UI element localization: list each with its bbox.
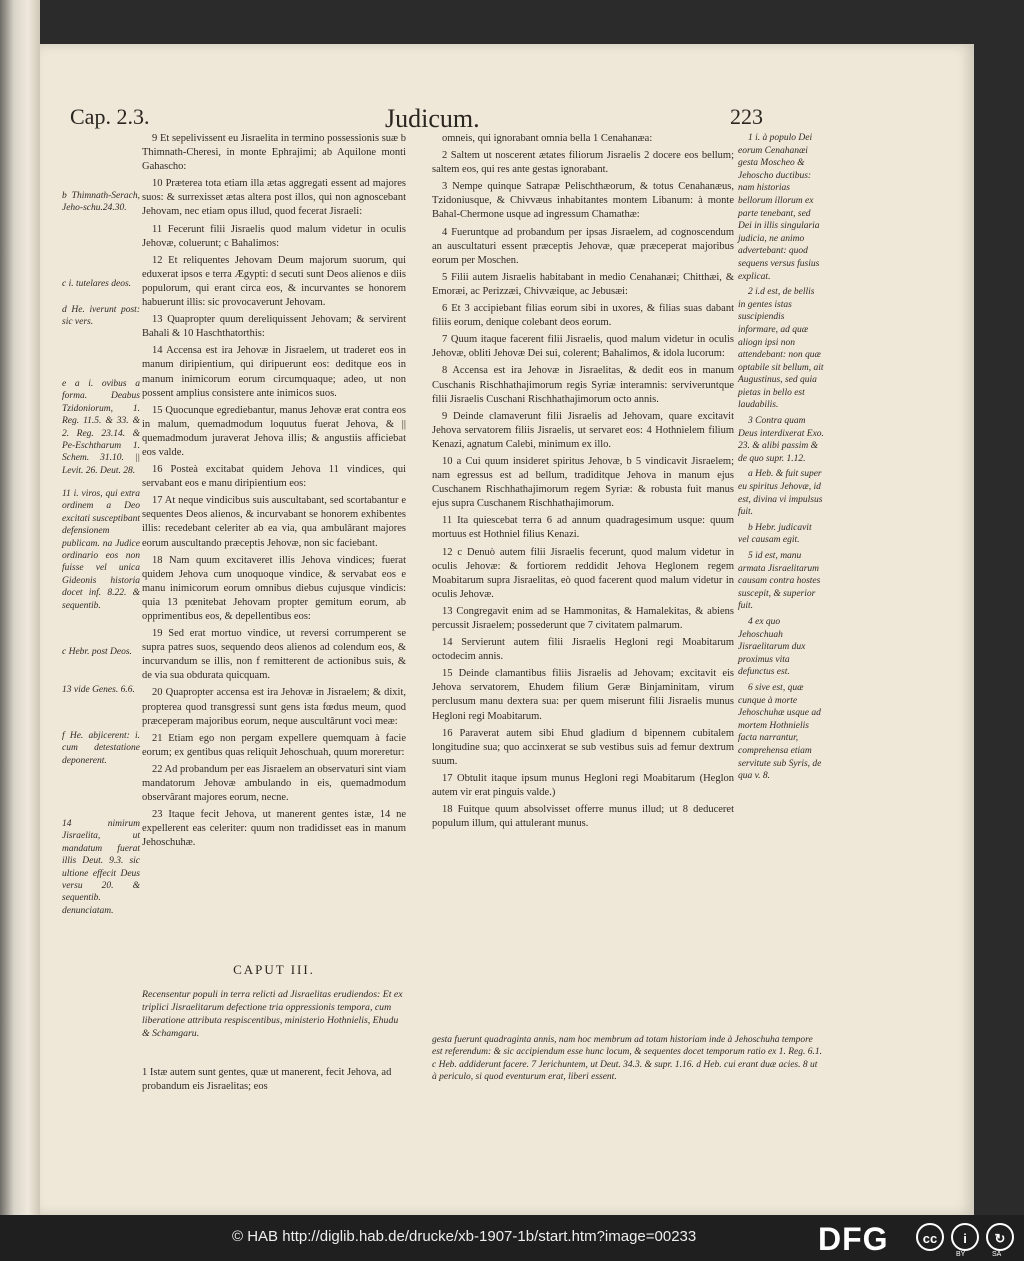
verse-paragraph: 14 Accensa est ira Jehovæ in Jisraelem, ut traderet eos in manum diripientium, qui diripuerunt eos: deditque eos in manum inimicorum eorum circumquaque; adeo, ut non possent amplius consistere ante inimicos suos. (142, 345, 406, 399)
verse-paragraph: 4 Fueruntque ad probandum per ipsas Jisraelem, ad cognoscendum an auscultaturi essent præceptis Jehovæ, quæ præceperat majoribus eorum per Moschen. (432, 226, 734, 266)
margin-note: b Thimnath-Serach, Jeho-schu.24.30. (62, 191, 140, 214)
verse-paragraph: 16 Paraverat autem sibi Ehud gladium d bipennem cubitalem longitudine sua; quo accinxerat se sub vestibus suis ad femur dextrum suum. (432, 727, 734, 767)
by-icon: i (951, 1223, 979, 1251)
verse-paragraph: 15 Deinde clamantibus filiis Jisraelis ad Jehovam; excitavit eis Jehova servatorem, Ehudem filium Geræ Binjaminitam, virum perclusum manu dextera sua: per quem miserunt filii Jisraelis munus Hegloni regi Moabitarum. (432, 668, 734, 722)
verse-paragraph: 11 Fecerunt filii Jisraelis quod malum videtur in oculis Jehovæ, coluerunt; c Bahalimos: (142, 223, 406, 249)
verse-paragraph: 12 c Denuò autem filii Jisraelis fecerunt, quod malum videtur in oculis Jehovæ: & fortiorem reddidit Jehova Heglonem regem Moabitarum supra Jisraelitas, eò quod facerent quod malum videtur in oculis Jehovæ. (432, 546, 734, 600)
verse-paragraph: 21 Etiam ego non pergam expellere quemquam à facie eorum; ex gentibus quas reliquit Jehoschuah, quum moreretur: (142, 732, 406, 758)
book-page (40, 44, 974, 1215)
verse-paragraph: 9 Et sepelivissent eu Jisraelita in termino possessionis suæ b Thimnath-Cheresi, in monte Ephrajimi; ab Aquilone monti Gahascho: (142, 133, 406, 173)
verse-paragraph: 6 Et 3 accipiebant filias eorum sibi in uxores, & filias suas dabant filiis eorum, denique colebant deos eorum. (432, 303, 734, 329)
chapter-title: CAPUT III. (233, 962, 315, 977)
verse-paragraph: omneis, qui ignorabant omnia bella 1 Cenahanæa: (442, 133, 653, 144)
margin-note: 2 i.d est, de bellis in gentes istas suscipiendis informare, ad quæ aliogn ipsi non attendebant: non quæ optabile sit bellum, ait Augustinus, sed quia pietas in bello est laudabilis. (738, 287, 824, 411)
verse-one: 1 Istæ autem sunt gentes, quæ ut manerent, fecit Jehova, ad probandum eis Jisraelitas; eos (142, 1067, 392, 1092)
verse-paragraph: 23 Itaque fecit Jehova, ut manerent gentes istæ, 14 ne expellerent eas celeriter: quum non tradidisset eas in manum Jehoschuhæ. (142, 809, 406, 849)
verse-paragraph: 18 Fuitque quum absolvisset offerre munus illud; ut 8 deduceret populum illum, qui attulerant munus. (432, 804, 734, 830)
verse-paragraph: 20 Quapropter accensa est ira Jehovæ in Jisraelem; & dixit, propterea quod transgressi sunt gens ista fœdus meum, quod præceperam majoribus eorum, neque auscultârunt voci meæ: (142, 687, 406, 727)
verse-paragraph: 3 Nempe quinque Satrapæ Pelischthæorum, & totus Cenahanæus, Tzidoniusque, & Chivvæus inhabitantes montem Libanum: à monte Bahal-Chermone usque ad ingressum Chamathæ: (432, 181, 734, 221)
margin-note: e a i. ovibus a forma. Deabus Tzidoniorum, 1. Reg. 11.5. & 33. & 2. Reg. 23.14. & Pe-Eschtharum 1. Schem. 31.10. || Levit. 26. Deut. 28. (62, 379, 140, 476)
cc-icon: cc (916, 1223, 944, 1251)
text-column-right (432, 132, 734, 834)
margin-note: 1 i. à populo Dei eorum Cenahanæi gesta Moscheo & Jehoscho ductibus: nam historias bellorum illorum ex parte tenebant, sed Dei in illis singularia judicia, ne animo advertebant: quod sequens versus fusius explicat. (738, 133, 820, 282)
verse-paragraph: 14 Servierunt autem filii Jisraelis Hegloni regi Moabitarum octodecim annis. (432, 637, 734, 663)
verse-paragraph: 10 Præterea tota etiam illa ætas aggregati essent ad majores suos: & surrexisset ætas altera post illos, qui non agnoscebant Jehovam, nec etiam opus illud, quod fecerat Jisraeli: (142, 178, 406, 218)
verse-paragraph: 10 a Cui quum insideret spiritus Jehovæ, b 5 vindicavit Jisraelem; nam egressus est ad bellum, tradiditque Jehova in manum ejus Cuschanem Rischhathajimorum regem Syriæ: & robusta fuit manus ejus supra Cuschanem Rischhathajimorum. (432, 455, 734, 510)
margin-note: b Hebr. judicavit vel causam egit. (738, 522, 812, 546)
verse-paragraph: 8 Accensa est ira Jehovæ in Jisraelitas, & dedit eos in manum Cuschanis Rischhathajimorum regis Syriæ interamnis: serviveruntque filii Jisraelis Cuschani Rischhathajimorum octo annis. (432, 365, 734, 405)
margin-note: 11 i. viros, qui extra ordinem a Deo excitati susceptibant defensionem publicam. na Judice ordinario eos non fuisse vel unica Gideonis historia docet inf. 8.22. & sequentib. (62, 489, 140, 611)
chapter-summary: Recensentur populi in terra relicti ad Jisraelitas erudiendos: Et ex triplici Jisraelitarum defectione tria oppressionis tempora, cum liberatione attributa respiscentibus, ministerio Hothnielis, Ehudu & Schamgaru. (142, 989, 403, 1039)
verse-paragraph: 22 Ad probandum per eas Jisraelem an observaturi sint viam mandatorum Jehovæ ambulando in eis, quemadmodum observârant majores eorum, necne. (142, 763, 406, 804)
book-title-heading: Judicum. (385, 104, 480, 133)
margin-note: 5 id est, manu armata Jisraelitarum causam contra hostes suscepit, & superior fuit. (738, 551, 821, 612)
margin-note: 4 ex quo Jehoschuah Jisraelitarum dux proximus vita defunctus est. (738, 616, 806, 678)
verse-paragraph: 2 Saltem ut noscerent ætates filiorum Jisraelis 2 docere eos bellum; saltem eos, qui res ante gestas ignorabant. (432, 150, 734, 176)
verse-paragraph: 7 Quum itaque facerent filii Jisraelis, quod malum videtur in oculis Jehovæ, obliti Jehovæ Dei sui, colerent; Bahalimos, & idola lucorum: (432, 334, 734, 360)
margin-note: 6 sive est, quæ cunque à morte Jehoschuhæ usque ad mortem Hothnielis facta narrantur, comprehensa etiam servitute sub Syris, de qua v. 8. (738, 682, 822, 782)
margin-note: 13 vide Genes. 6.6. (62, 685, 135, 695)
by-label: BY (956, 1251, 966, 1258)
verse-paragraph: 19 Sed erat mortuo vindice, ut reversi corrumperent se supra patres suos, sequendo deos alienos ad colendum eos, & incurvandum se illis, non f remitterent de actionibus suis, & de via sua obdurata quicquam. (142, 628, 406, 682)
right-margin-notes (738, 132, 824, 786)
verse-paragraph: 9 Deinde clamaverunt filii Jisraelis ad Jehovam, quare excitavit Jehova servatorem filiis Jisraelis, ut servaret eos: 4 Hothnielem filium Kenazi, agnatum Calebi, minimum ex illo. (432, 410, 734, 450)
verse-paragraph: 13 Quapropter quum dereliquissent Jehovam; & servirent Bahali & 10 Haschthatorthis: (142, 314, 406, 340)
margin-note: 3 Contra quam Deus interdixerat Exo. 23. & alibi passim & de quo supr. 1.12. (738, 416, 824, 464)
verse-paragraph: 5 Filii autem Jisraelis habitabant in medio Cenahanæi; Chitthæi, & Emoræi, ac Perizzæi, Chivvæique, ac Jebusæi: (432, 271, 734, 297)
verse-paragraph: 15 Quocunque egrediebantur, manus Jehovæ erat contra eos in malum, quemadmodum loquutus fuerat Jehova, & || quemadmodum juraverat Jehova illis; & angustiis afficiebat eos valde. (142, 404, 406, 458)
footer-bar (0, 1215, 1024, 1261)
sa-label: SA (992, 1251, 1002, 1258)
margin-note: c i. tutelares deos. (62, 279, 132, 289)
margin-note: a Heb. & fuit super eu spiritus Jehovæ, id est, divina vi impulsus fuit. (738, 469, 823, 518)
verse-paragraph: 17 Obtulit itaque ipsum munus Hegloni regi Moabitarum (Heglon autem vir erat pinguis valde.) (432, 772, 734, 799)
page-number: 223 (730, 104, 763, 129)
dfg-logo: DFG (818, 1221, 889, 1257)
margin-note: c Hebr. post Deos. (62, 647, 132, 657)
adjacent-page-edge (0, 0, 40, 1215)
footnotes: gesta fuerunt quadraginta annis, nam hoc membrum ad totam historiam inde à Jehoschuha tempore est referendum: & sic accipiendum esse hunc locum, & sequentes docet temporum ratio ex 1. Reg. 6.1. c Heb. addiderunt facere. 7 Jerichuntem, ut Deut. 34.3. & supr. 1.16. d Heb. cui erant duæ acies. 8 ut à periculo, si quod eventurum erat, liberi essent. (432, 1035, 823, 1083)
verse-paragraph: 18 Nam quum excitaveret illis Jehova vindices; fuerat quidem Jehova cum unoquoque vindice, & servabat eos e manu inimicorum eorum omnibus diebus cujusque vindicis: quia 13 pœnitebat Jehovam propter gemitum eorum, ab opprimentibus eos, & depellentibus eos: (142, 554, 406, 622)
margin-note: f He. abjicerent: i. cum detestatione deponerent. (62, 731, 140, 766)
verse-paragraph: 17 At neque vindicibus suis auscultabant, sed scortabantur e sequentes Deos alienos, & incurvabant se honorem exhibentes illis: recedebant celeriter ab ea via, qua ambulârant majores eorum auscultando præceptis Jehovæ, non sic faciebant. (142, 495, 406, 549)
text-column-left (142, 132, 406, 854)
verse-paragraph: 11 Ita quiescebat terra 6 ad annum quadragesimum usque: quum mortuus est Hothniel filius Kenazi. (432, 515, 734, 541)
chapter-heading: Cap. 2.3. (70, 104, 150, 129)
copyright-link[interactable]: © HAB http://diglib.hab.de/drucke/xb-1907-1b/start.htm?image=00233 (232, 1228, 697, 1245)
margin-note: d He. iverunt post: sic vers. (62, 305, 140, 328)
verse-paragraph: 16 Posteà excitabat quidem Jehova 11 vindices, qui servabant eos e manu diripientium eos: (142, 464, 406, 490)
margin-note: 14 nimirum Jisraelita, ut mandatum fuerat illis Deut. 9.3. sic ultione effecit Deus versu 20. & sequentib. denunciatam. (62, 819, 140, 916)
verse-paragraph: 12 Et reliquentes Jehovam Deum majorum suorum, qui eduxerat ipsos e terra Ægypti: d secuti sunt Deos alienos e diis populorum, qui erant circa eos, & incurvantes se honorem habuerunt illis: sic provocaverunt Jehovam. (142, 254, 406, 309)
verse-paragraph: 13 Congregavit enim ad se Hammonitas, & Hamalekitas, & abiens percussit Jisraelem; possederunt que 7 civitatem palmarum. (432, 605, 734, 631)
sa-icon: ↻ (986, 1223, 1014, 1251)
